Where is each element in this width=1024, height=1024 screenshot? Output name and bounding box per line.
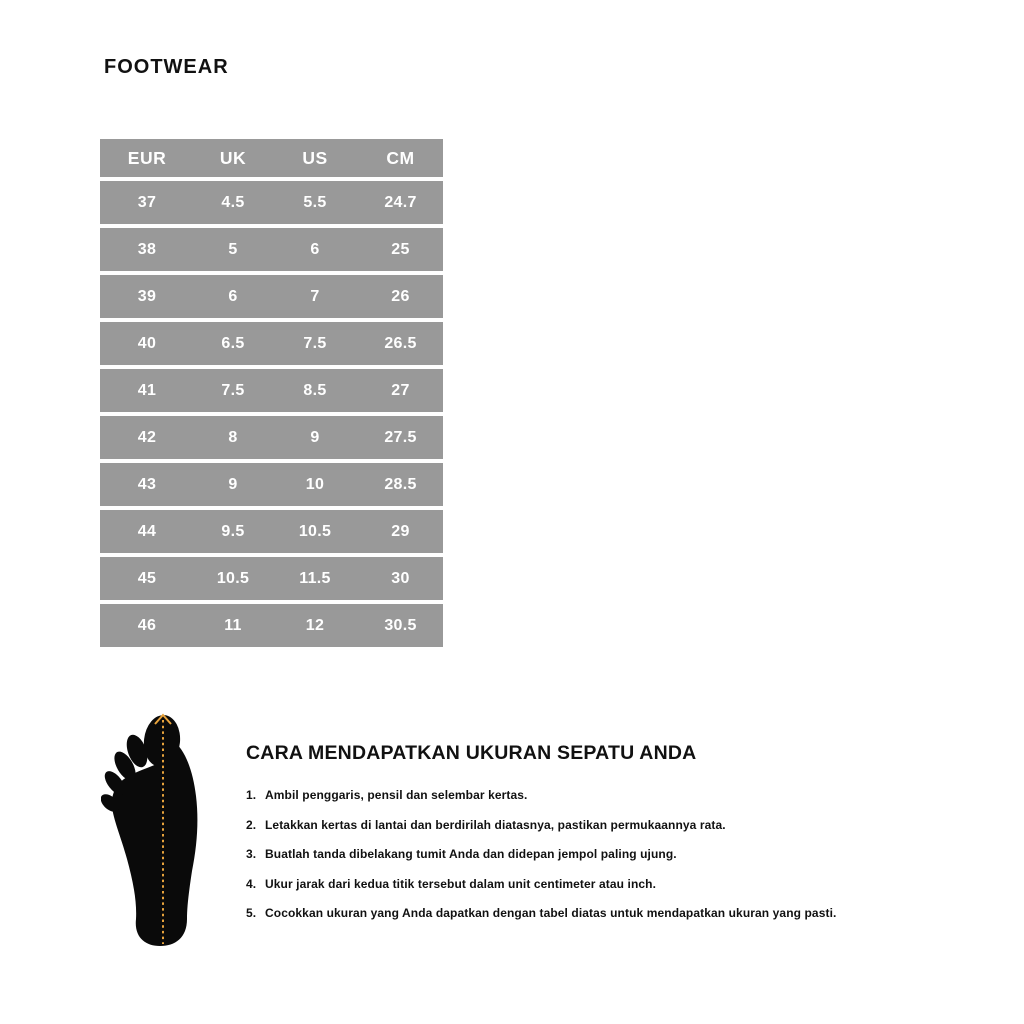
table-row [100,228,443,271]
list-item-text: Ukur jarak dari kedua titik tersebut dalam unit centimeter atau inch. [265,876,657,891]
size-cell: 37 [137,193,157,211]
list-item-number: 5. [246,906,257,920]
size-cell: 27.5 [384,428,417,446]
size-table-header-row [100,139,443,177]
size-cell: 10 [305,475,325,493]
size-cell: 43 [137,475,157,493]
size-cell: 38 [137,240,157,258]
foot-diagram [101,711,203,951]
size-cell: 25 [391,240,410,258]
column-header: EUR [127,147,167,168]
list-item-number: 1. [246,788,257,802]
column-header: UK [219,147,247,168]
table-row [100,463,443,506]
list-item [246,847,886,861]
table-row [100,510,443,553]
size-cell: 46 [137,616,157,634]
size-cell: 28.5 [384,475,417,493]
list-item-text: Ambil penggaris, pensil dan selembar kertas. [265,788,528,802]
table-row [100,557,443,600]
size-cell: 10.5 [298,522,332,540]
size-cell: 5 [228,240,238,258]
list-item-text: Cocokkan ukuran yang Anda dapatkan dengan tabel diatas untuk mendapatkan ukuran yang pasti. [265,906,837,920]
table-row [100,604,443,647]
size-cell: 11.5 [299,569,331,587]
size-cell: 7 [310,287,320,305]
list-item-number: 4. [246,876,257,891]
size-cell: 10.5 [216,569,250,587]
size-cell: 27 [391,381,410,399]
column-header: US [302,147,328,168]
size-cell: 40 [137,334,157,352]
size-cell: 7.5 [221,381,245,399]
size-cell: 6.5 [221,334,245,352]
size-cell: 5.5 [303,193,327,211]
list-item-number: 2. [246,817,257,832]
size-cell: 30.5 [384,616,417,634]
size-cell: 7.5 [303,334,327,352]
size-cell: 6 [228,287,238,305]
list-item-text: Letakkan kertas di lantai dan berdirilah diatasnya, pastikan permukaannya rata. [265,817,726,832]
size-cell: 26.5 [384,334,417,352]
size-table-body [100,181,443,647]
size-cell: 24.7 [384,193,417,211]
size-cell: 39 [137,287,157,305]
list-item [246,877,886,891]
table-row [100,322,443,365]
table-row [100,181,443,224]
size-cell: 8.5 [303,381,327,399]
size-cell: 41 [137,381,157,399]
instruction-list [246,788,886,920]
foot-silhouette-icon [101,711,203,951]
size-cell: 30 [391,569,410,587]
size-cell: 8 [228,428,238,446]
size-cell: 26 [391,287,410,305]
table-row [100,275,443,318]
instructions-heading: CARA MENDAPATKAN UKURAN SEPATU ANDA [246,742,697,764]
size-cell: 6 [310,240,320,258]
table-row [100,369,443,412]
page-title: FOOTWEAR [104,56,229,78]
list-item-text: Buatlah tanda dibelakang tumit Anda dan didepan jempol paling ujung. [265,847,677,861]
size-cell: 29 [391,522,410,540]
size-cell: 42 [137,428,157,446]
size-cell: 12 [305,616,325,634]
list-item [246,788,886,802]
size-cell: 9.5 [221,522,245,540]
size-cell: 9 [310,428,320,446]
list-item-number: 3. [246,847,257,861]
size-cell: 9 [228,475,238,493]
instructions-section [246,742,886,936]
list-item [246,818,886,832]
size-cell: 44 [137,522,157,540]
column-header: CM [386,147,415,168]
size-table [100,139,443,651]
table-row [100,416,443,459]
size-cell: 4.5 [221,193,245,211]
size-cell: 11 [224,616,242,634]
size-cell: 45 [137,569,157,587]
list-item [246,906,886,920]
